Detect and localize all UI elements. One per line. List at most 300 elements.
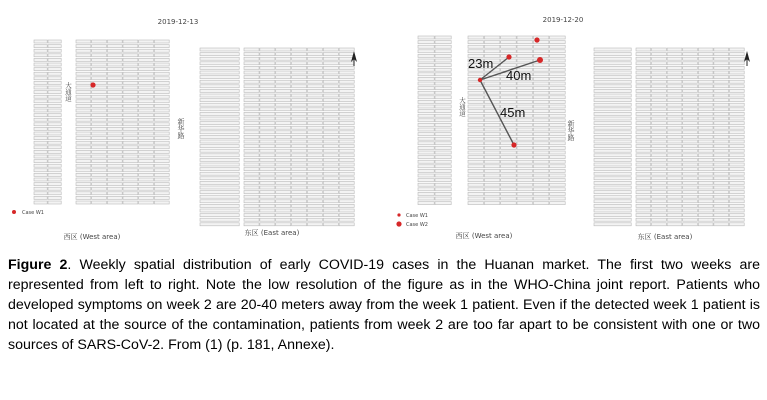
stall-block (244, 200, 259, 203)
stall-block (468, 96, 484, 99)
stall-block (76, 72, 91, 75)
stall-block (307, 94, 322, 97)
stall-block (468, 137, 484, 140)
stall-block (34, 81, 47, 84)
stall-block (667, 172, 682, 175)
stall-block (107, 160, 122, 163)
stall-block (260, 168, 275, 171)
stall-block (48, 77, 61, 80)
stall-block (468, 128, 484, 131)
stall-block (200, 145, 239, 148)
map1-legend (12, 210, 44, 216)
stall-block (714, 218, 729, 221)
stall-block (139, 146, 154, 149)
stall-block (307, 103, 322, 106)
stall-block (292, 218, 307, 221)
stall-block (92, 150, 107, 153)
stall-block (636, 195, 651, 198)
stall-block (550, 54, 566, 57)
stall-block (276, 186, 291, 189)
stall-block (636, 122, 651, 125)
stall-block (698, 85, 713, 88)
stall-block (92, 169, 107, 172)
stall-block (34, 123, 47, 126)
stall-block (76, 91, 91, 94)
stall-block (501, 36, 517, 39)
stall-block (550, 41, 566, 44)
stall-block (200, 94, 239, 97)
stall-block (533, 169, 549, 172)
stall-block (339, 209, 354, 212)
stall-block (594, 122, 631, 125)
stall-block (244, 71, 259, 74)
stall-block (123, 114, 138, 117)
stall-block (323, 158, 338, 161)
stall-block (652, 53, 667, 56)
stall-block (76, 68, 91, 71)
stall-block (323, 168, 338, 171)
stall-block (76, 114, 91, 117)
stall-block (260, 108, 275, 111)
stall-block (92, 132, 107, 135)
stall-block (292, 108, 307, 111)
stall-block (468, 146, 484, 149)
stall-block (48, 137, 61, 140)
stall-block (339, 76, 354, 79)
stall-block (501, 137, 517, 140)
stall-block (244, 126, 259, 129)
stall-block (729, 154, 744, 157)
stall-block (667, 214, 682, 217)
stall-block (276, 209, 291, 212)
stall-block (468, 119, 484, 122)
stall-block (307, 214, 322, 217)
stall-block (550, 114, 566, 117)
stall-block (139, 183, 154, 186)
stall-block (154, 155, 169, 158)
stall-block (636, 76, 651, 79)
stall-block (698, 131, 713, 134)
stall-block (323, 103, 338, 106)
stall-block (550, 174, 566, 177)
stall-block (683, 103, 698, 106)
stall-block (123, 164, 138, 167)
stall-block (76, 40, 91, 43)
stall-block (292, 117, 307, 120)
stall-block (698, 168, 713, 171)
stall-block (200, 168, 239, 171)
stall-block (307, 145, 322, 148)
stall-block (48, 150, 61, 153)
stall-block (34, 155, 47, 158)
stall-block (594, 195, 631, 198)
stall-block (292, 195, 307, 198)
stall-block (276, 66, 291, 69)
stall-block (244, 158, 259, 161)
stall-block (260, 191, 275, 194)
stall-block (435, 110, 451, 113)
stall-block (468, 73, 484, 76)
stall-block (307, 71, 322, 74)
stall-block (667, 181, 682, 184)
stall-block (123, 49, 138, 52)
stall-block (260, 204, 275, 207)
stall-block (652, 195, 667, 198)
stall-block (200, 214, 239, 217)
map1-case-marker (90, 82, 95, 87)
stall-block (550, 105, 566, 108)
stall-block (307, 172, 322, 175)
stall-block (652, 149, 667, 152)
stall-block (683, 66, 698, 69)
stall-block (698, 117, 713, 120)
stall-block (667, 145, 682, 148)
stall-block (484, 192, 500, 195)
stall-block (107, 123, 122, 126)
stall-block (435, 73, 451, 76)
stall-block (276, 154, 291, 157)
stall-block (636, 126, 651, 129)
stall-block (92, 192, 107, 195)
stall-block (34, 40, 47, 43)
stall-block (292, 112, 307, 115)
stall-block (683, 117, 698, 120)
stall-block (667, 168, 682, 171)
stall-block (244, 53, 259, 56)
stall-block (307, 158, 322, 161)
stall-block (435, 91, 451, 94)
stall-block (260, 145, 275, 148)
stall-block (533, 119, 549, 122)
stall-block (244, 112, 259, 115)
stall-block (594, 94, 631, 97)
stall-block (123, 155, 138, 158)
stall-block (435, 100, 451, 103)
stall-block (34, 187, 47, 190)
stall-block (48, 183, 61, 186)
stall-block (107, 187, 122, 190)
stall-block (418, 165, 434, 168)
stall-block (683, 80, 698, 83)
stall-block (260, 223, 275, 226)
stall-block (484, 96, 500, 99)
stall-block (550, 169, 566, 172)
stall-block (48, 49, 61, 52)
stall-block (714, 89, 729, 92)
stall-block (533, 151, 549, 154)
stall-block (652, 66, 667, 69)
stall-block (200, 186, 239, 189)
stall-block (652, 76, 667, 79)
stall-block (683, 99, 698, 102)
stall-block (533, 146, 549, 149)
stall-block (244, 195, 259, 198)
stall-block (667, 94, 682, 97)
stall-block (594, 168, 631, 171)
stall-block (292, 48, 307, 51)
stall-block (698, 89, 713, 92)
stall-block (260, 158, 275, 161)
stall-block (683, 223, 698, 226)
stall-block (76, 137, 91, 140)
stall-block (683, 218, 698, 221)
stall-block (517, 165, 533, 168)
stall-block (48, 201, 61, 204)
stall-block (260, 112, 275, 115)
stall-block (533, 96, 549, 99)
stall-block (76, 123, 91, 126)
stall-block (244, 85, 259, 88)
stall-block (652, 140, 667, 143)
stall-block (260, 85, 275, 88)
stall-block (435, 105, 451, 108)
stall-block (48, 104, 61, 107)
stall-block (714, 122, 729, 125)
stall-block (729, 223, 744, 226)
stall-block (683, 62, 698, 65)
stall-block (260, 218, 275, 221)
stall-block (107, 72, 122, 75)
map2-week2-case (506, 54, 511, 59)
map2-legend-label-w2: Case W2 (406, 222, 428, 228)
stall-block (92, 146, 107, 149)
stall-block (76, 146, 91, 149)
stall-block (683, 71, 698, 74)
stall-block (714, 108, 729, 111)
stall-block (34, 141, 47, 144)
stall-block (139, 155, 154, 158)
stall-block (418, 156, 434, 159)
stall-block (123, 183, 138, 186)
stall-block (468, 36, 484, 39)
stall-block (533, 165, 549, 168)
stall-block (48, 192, 61, 195)
stall-block (714, 99, 729, 102)
stall-block (636, 191, 651, 194)
stall-block (683, 181, 698, 184)
stall-block (92, 187, 107, 190)
stall-block (292, 204, 307, 207)
stall-block (154, 40, 169, 43)
stall-block (594, 57, 631, 60)
stall-block (594, 76, 631, 79)
stall-block (550, 110, 566, 113)
stall-block (683, 200, 698, 203)
stall-block (48, 45, 61, 48)
stall-block (92, 54, 107, 57)
stall-block (714, 200, 729, 203)
stall-block (729, 204, 744, 207)
stall-block (139, 132, 154, 135)
stall-block (594, 126, 631, 129)
stall-block (550, 165, 566, 168)
stall-block (468, 197, 484, 200)
stall-block (517, 137, 533, 140)
stall-block (594, 135, 631, 138)
stall-block (107, 118, 122, 121)
stall-block (92, 127, 107, 130)
stall-block (244, 177, 259, 180)
stall-block (418, 197, 434, 200)
stall-block (307, 168, 322, 171)
stall-block (468, 169, 484, 172)
stall-block (636, 135, 651, 138)
stall-block (714, 140, 729, 143)
stall-block (92, 178, 107, 181)
stall-block (260, 181, 275, 184)
stall-block (501, 197, 517, 200)
stall-block (48, 58, 61, 61)
stall-block (154, 169, 169, 172)
stall-block (683, 126, 698, 129)
stall-block (667, 48, 682, 51)
stall-block (200, 122, 239, 125)
stall-block (468, 50, 484, 53)
stall-block (729, 163, 744, 166)
stall-block (435, 36, 451, 39)
stall-block (729, 177, 744, 180)
stall-block (48, 68, 61, 71)
stall-block (418, 188, 434, 191)
stall-block (154, 68, 169, 71)
stall-block (418, 82, 434, 85)
stall-block (139, 68, 154, 71)
stall-block (139, 118, 154, 121)
stall-block (550, 36, 566, 39)
stall-block (714, 62, 729, 65)
stall-block (636, 209, 651, 212)
stall-block (123, 54, 138, 57)
stall-block (435, 119, 451, 122)
stall-block (276, 80, 291, 83)
stall-block (107, 95, 122, 98)
stall-block (517, 123, 533, 126)
stall-block (139, 164, 154, 167)
stall-block (339, 223, 354, 226)
stall-block (468, 123, 484, 126)
stall-block (34, 72, 47, 75)
stall-block (435, 202, 451, 205)
stall-block (667, 62, 682, 65)
stall-block (276, 76, 291, 79)
stall-block (533, 202, 549, 205)
stall-block (107, 91, 122, 94)
stall-block (292, 80, 307, 83)
stall-block (244, 108, 259, 111)
map1-legend-label: Case W1 (22, 210, 44, 216)
stall-block (435, 183, 451, 186)
stall-block (154, 63, 169, 66)
stall-block (714, 181, 729, 184)
stall-block (92, 160, 107, 163)
stall-block (550, 156, 566, 159)
stall-block (683, 76, 698, 79)
stall-block (123, 104, 138, 107)
stall-block (533, 73, 549, 76)
stall-block (667, 223, 682, 226)
stall-block (714, 94, 729, 97)
stall-block (107, 81, 122, 84)
stall-block (501, 202, 517, 205)
stall-block (123, 169, 138, 172)
stall-block (435, 151, 451, 154)
stall-block (48, 146, 61, 149)
stall-block (260, 62, 275, 65)
stall-block (698, 135, 713, 138)
stall-block (200, 99, 239, 102)
stall-block (698, 154, 713, 157)
stall-block (636, 62, 651, 65)
stall-block (501, 174, 517, 177)
stall-block (652, 112, 667, 115)
stall-block (34, 118, 47, 121)
stall-block (533, 110, 549, 113)
stall-block (729, 66, 744, 69)
stall-block (698, 94, 713, 97)
stall-block (76, 95, 91, 98)
stall-block (636, 85, 651, 88)
stall-block (76, 81, 91, 84)
stall-block (533, 188, 549, 191)
stall-block (76, 192, 91, 195)
stall-block (323, 48, 338, 51)
stall-block (729, 108, 744, 111)
stall-block (123, 100, 138, 103)
stall-block (698, 209, 713, 212)
stall-block (652, 163, 667, 166)
stall-block (550, 192, 566, 195)
stall-block (550, 160, 566, 163)
stall-block (652, 135, 667, 138)
stall-block (34, 127, 47, 130)
stall-block (123, 68, 138, 71)
stall-block (683, 135, 698, 138)
stall-block (244, 76, 259, 79)
stall-block (200, 218, 239, 221)
stall-block (533, 77, 549, 80)
stall-block (636, 204, 651, 207)
stall-block (34, 100, 47, 103)
stall-block (729, 103, 744, 106)
map2-week2-case (534, 37, 539, 42)
stall-block (34, 150, 47, 153)
stall-block (636, 181, 651, 184)
stall-block (244, 99, 259, 102)
stall-block (123, 178, 138, 181)
stall-block (107, 109, 122, 112)
stall-block (139, 40, 154, 43)
stall-block (34, 160, 47, 163)
stall-block (517, 91, 533, 94)
stall-block (468, 151, 484, 154)
stall-block (76, 150, 91, 153)
stall-block (729, 71, 744, 74)
stall-block (244, 204, 259, 207)
stall-block (200, 154, 239, 157)
stall-block (667, 131, 682, 134)
stall-block (200, 53, 239, 56)
stall-block (501, 87, 517, 90)
stall-block (260, 140, 275, 143)
stall-block (339, 149, 354, 152)
stall-block (501, 156, 517, 159)
stall-block (123, 196, 138, 199)
stall-block (34, 173, 47, 176)
stall-block (435, 174, 451, 177)
map1-street-vertical: 新华路 (177, 118, 185, 139)
stall-block (652, 181, 667, 184)
stall-block (698, 112, 713, 115)
